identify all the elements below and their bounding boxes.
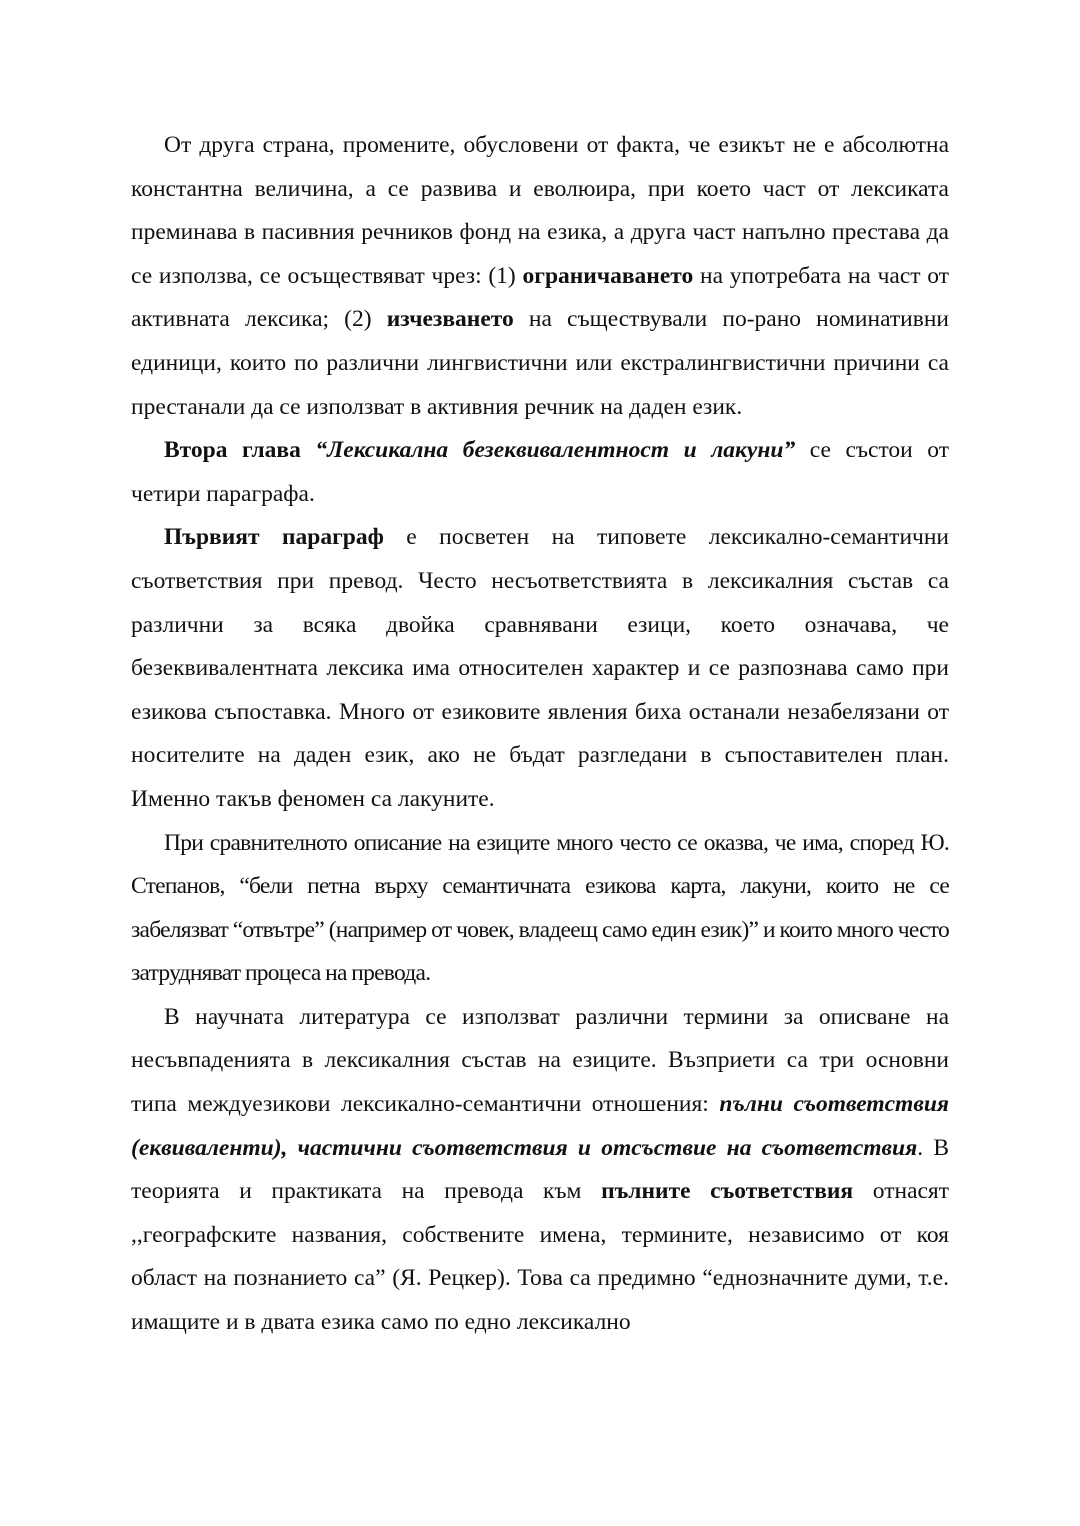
chapter-label: Втора глава (164, 437, 316, 464)
correspondence-types-emphasis: пълни съответствия (еквиваленти), частични съответствия и отсъствие на съответствия (131, 1091, 950, 1161)
text-run: на съществували по-рано номинативни единици, които по различни лингвистични или екстралингвистични причини са престанали да се използват в активния речник на даден език. (131, 306, 949, 420)
paragraph-chapter-two (131, 429, 949, 516)
text-run: се състои от четири параграфа. (131, 437, 949, 507)
text-run: . В теорията и практиката на превода към (131, 1134, 949, 1205)
term-full-correspondences: пълните съответствия (601, 1178, 854, 1205)
paragraph-correspondence-types (131, 996, 949, 1345)
paragraph-stepanov-quote (131, 822, 949, 996)
term-ogranichavaneto: ограничаването (522, 262, 694, 289)
text-run: отнасят ,,географските названия, собствените имена, термините, независимо от коя област на познанието са” (Я. Рецкер). Това са предимно “еднозначните думи, т.е. имащите и в двата езика само по едно лексикално (131, 1178, 950, 1336)
paragraph-first-section (131, 516, 949, 821)
text-run: При сравнителното описание на езиците много често се оказва, че има, според Ю. Степанов, “бели петна върху семантичната езикова карта, лакуни, които не се забелязват “отвътре” (например от човек, владеещ само един език)” и които много често затрудняват процеса на превода. (131, 829, 949, 987)
text-run: на употребата на част от активната лексика; (2) (131, 262, 949, 333)
paragraph-lexis-changes (131, 124, 949, 429)
chapter-title: “Лексикална безеквивалентност и лакуни” (315, 437, 796, 464)
document-page (131, 124, 949, 1345)
text-run: е посветен на типовете лексикално-семантични съответствия при превод. Често несъответствията в лексикалния състав са различни за всяка двойка сравнявани езици, което означава, че безеквивалентната лексика има относителен характер и се разпознава само при езикова съпоставка. Много от езиковите явления биха останали незабелязани от носителите на даден език, ако не бъдат разгледани в съпоставителен план. Именно такъв феномен са лакуните. (131, 524, 949, 812)
text-run: В научната литература се използват различни термини за описване на несъвпаденията в лексикалния състав на езиците. Възприети са три основни типа междуезикови лексикално-семантични отношения: (131, 1003, 949, 1118)
term-izchezvaneto: изчезването (386, 306, 514, 333)
section-label: Първият параграф (164, 524, 384, 551)
text-run: От друга страна, промените, обусловени от факта, че езикът не е абсолютна константна величина, а се развива и еволюира, при което част от лексиката преминава в пасивния речников фонд на езика, а друга част напълно престава да се използва, се осъществяват чрез: (1) (131, 132, 949, 289)
